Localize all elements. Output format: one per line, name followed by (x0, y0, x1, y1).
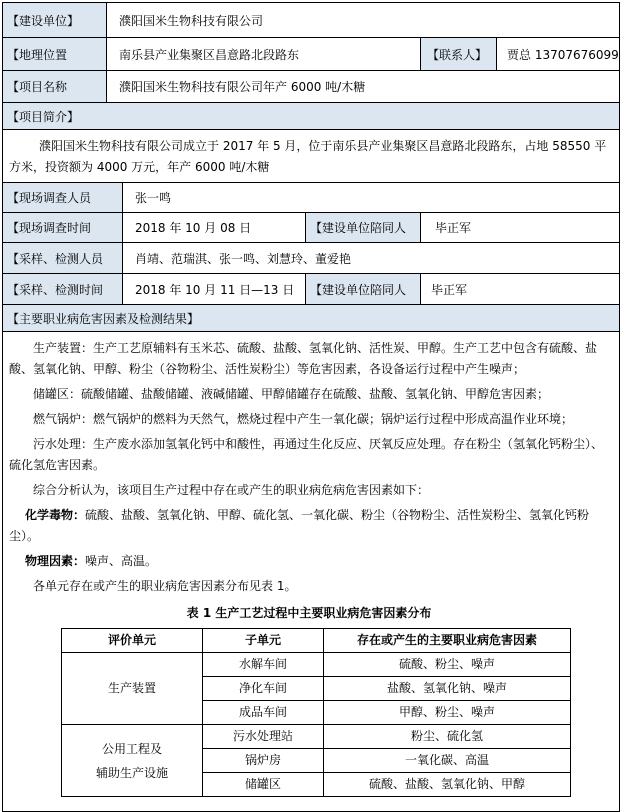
construction-unit-value: 濮阳国米生物科技有限公司 (119, 13, 264, 28)
sample-time-row (3, 274, 619, 305)
sampler-value: 肖靖、范瑞淇、张一鸣、刘慧玲、董爱艳 (135, 251, 352, 266)
unit-utilities-line1: 公用工程及 (101, 741, 162, 756)
paragraph-boiler: 燃气锅炉：燃气锅炉的燃料为天然气，燃烧过程中产生一氧化碳；锅炉运行过程中形成高温作业环境； (33, 412, 574, 426)
sample-time-value: 2018 年 10 月 11 日—13 日 (123, 274, 306, 304)
factors-cell: 一氧化碳、高温 (324, 749, 571, 773)
accompany-label: 【建设单位陪同人 (306, 213, 421, 242)
hazard-distribution-table (61, 628, 571, 797)
hazards-results (3, 332, 619, 811)
sample-time-label: 【采样、检测时间 (3, 274, 123, 304)
surveyor-label: 【现场调查人员 (3, 183, 123, 212)
intro-header-row (3, 103, 619, 130)
physical-hazards-label: 物理因素： (25, 554, 86, 568)
col-header-unit: 评价单元 (62, 629, 203, 653)
table-row (62, 725, 571, 749)
accompany-value: 毕正军 (435, 221, 472, 235)
factors-cell: 粉尘、硫化氢 (324, 725, 571, 749)
sampler-label: 【采样、检测人员 (3, 243, 123, 273)
chemical-hazards-value: 硫酸、盐酸、氢氧化钠、甲醇、硫化氢、一氧化碳、粉尘（谷物粉尘、活性炭粉尘、氢氧化钙粉尘）。 (9, 508, 590, 543)
chemical-hazards (9, 505, 609, 547)
sampler-row (3, 243, 619, 274)
subunit-cell: 污水处理站 (203, 725, 324, 749)
paragraph-tank-area: 储罐区：硫酸储罐、盐酸储罐、液碱储罐、甲醇储罐存在硫酸、盐酸、氢氧化钠、甲醇危害因素； (33, 387, 550, 401)
accompany2-label: 【建设单位陪同人 (306, 274, 421, 304)
subunit-cell: 净化车间 (203, 677, 324, 701)
project-name-value: 濮阳国米生物科技有限公司年产 6000 吨/木糖 (119, 80, 366, 94)
unit-utilities-line2: 辅助生产设施 (95, 765, 168, 780)
table-header-row (62, 629, 571, 653)
subunit-cell: 成品车间 (203, 701, 324, 725)
project-name-row (3, 71, 619, 103)
factors-cell: 甲醇、粉尘、噪声 (324, 701, 571, 725)
location-row (3, 38, 619, 71)
contact-label: 【联系人】 (421, 38, 497, 70)
location-label: 【地理位置 (3, 38, 107, 70)
paragraph-production: 生产装置：生产工艺原辅料有玉米芯、硫酸、盐酸、氢氧化钠、活性炭、甲醇。生产工艺中包含有硫酸、盐酸、氢氧化钠、甲醇、粉尘（谷物粉尘、活性炭粉尘）等危害因素，各设备运行过程中产生噪声； (9, 341, 598, 376)
col-header-factors: 存在或产生的主要职业病危害因素 (324, 629, 571, 653)
hazards-header-row (3, 305, 619, 332)
unit-production: 生产装置 (62, 653, 203, 725)
surveyor-row (3, 183, 619, 213)
accompany2-value: 毕正军 (431, 282, 468, 297)
factors-cell: 硫酸、盐酸、氢氧化钠、甲醇 (324, 773, 571, 797)
paragraph-wastewater: 污水处理：生产废水添加氢氧化钙中和酸性，再通过生化反应、厌氧反应处理。存在粉尘（氢氧化钙粉尘）、硫化氢危害因素。 (9, 437, 604, 472)
construction-unit-label: 【建设单位】 (3, 3, 107, 37)
physical-hazards-value: 噪声、高温。 (85, 554, 158, 568)
intro-row (3, 130, 619, 183)
col-header-subunit: 子单元 (203, 629, 324, 653)
intro-text: 濮阳国米生物科技有限公司成立于 2017 年 5 月，位于南乐县产业集聚区昌意路北段路东，占地 58550 平方米，投资额为 4000 万元，年产 6000 吨/木糖 (9, 139, 607, 174)
factors-cell: 盐酸、氢氧化钠、噪声 (324, 677, 571, 701)
table-caption: 表 1 生产工艺过程中主要职业病危害因素分布 (186, 606, 432, 620)
survey-time-row (3, 213, 619, 243)
paragraph-summary: 综合分析认为，该项目生产过程中存在或产生的职业病危病危害因素如下： (33, 483, 430, 497)
contact-value: 贾总 13707676099 (507, 47, 619, 62)
factors-cell: 硫酸、粉尘、噪声 (324, 653, 571, 677)
survey-form (2, 2, 620, 812)
subunit-cell: 水解车间 (203, 653, 324, 677)
survey-time-value: 2018 年 10 月 08 日 (123, 213, 306, 242)
paragraph-table-ref: 各单元存在或产生的职业病危害因素分布见表 1。 (33, 579, 297, 593)
subunit-cell: 储罐区 (203, 773, 324, 797)
subunit-cell: 锅炉房 (203, 749, 324, 773)
hazards-label: 【主要职业病危害因素及检测结果】 (3, 305, 619, 331)
location-value: 南乐县产业集聚区昌意路北段路东 (107, 38, 421, 70)
table-row (62, 653, 571, 677)
construction-unit-row (3, 3, 619, 38)
survey-time-label: 【现场调查时间 (3, 213, 123, 242)
surveyor-value: 张一鸣 (135, 191, 172, 205)
chemical-hazards-label: 化学毒物： (25, 508, 86, 522)
project-name-label: 【项目名称 (3, 71, 107, 102)
intro-label: 【项目简介】 (3, 103, 619, 129)
unit-utilities (62, 725, 203, 797)
physical-hazards (9, 551, 609, 572)
